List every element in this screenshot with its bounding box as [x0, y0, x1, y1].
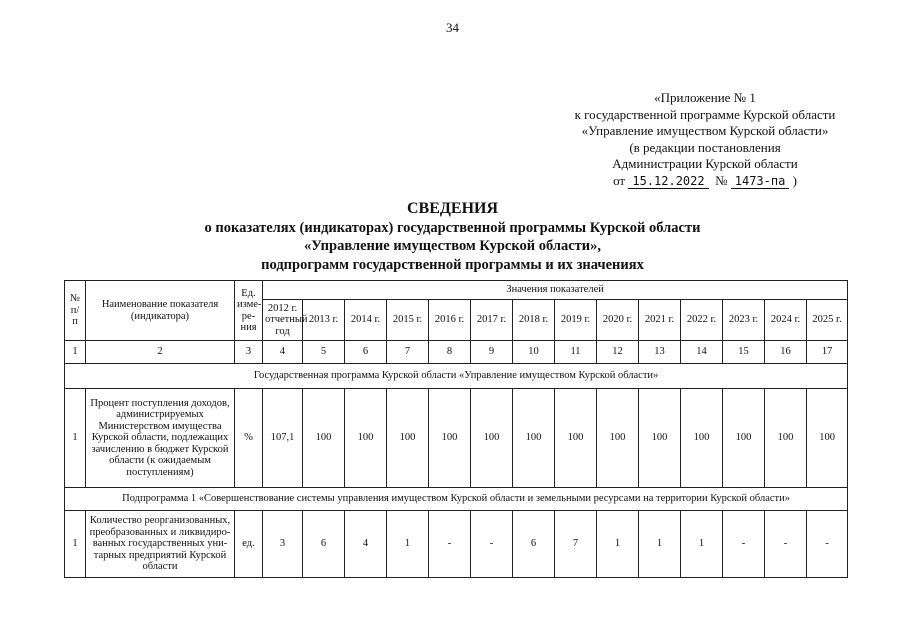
appendix-line-2: к государственной программе Курской области [574, 106, 836, 122]
column-number: 8 [429, 341, 471, 364]
value-cell: 100 [429, 389, 471, 488]
appendix-line-5: Администрации Курской области [612, 156, 798, 171]
column-number: 12 [597, 341, 639, 364]
column-number: 11 [555, 341, 597, 364]
year-header: 2022 г. [681, 300, 723, 341]
table-row [65, 511, 848, 578]
year-header: 2018 г. [513, 300, 555, 341]
indicator-unit: ед. [235, 511, 263, 578]
header-name: Наименование показателя (индикатора) [86, 281, 235, 341]
column-number: 3 [235, 341, 263, 364]
year-header: 2014 г. [345, 300, 387, 341]
title-main: СВЕДЕНИЯ [406, 200, 499, 217]
column-number: 13 [639, 341, 681, 364]
indicator-name: Процент поступления доходов, администрируемых Министерством имущества Курской области, подлежащих зачислению в бюджет Курской области (к ожидаемым поступлениям) [86, 389, 235, 488]
value-cell: 1 [681, 511, 723, 578]
appendix-line-1: «Приложение № 1 [654, 90, 756, 105]
number-prefix: № [715, 172, 728, 188]
value-cell: 100 [765, 389, 807, 488]
column-number: 1 [65, 341, 86, 364]
document-title [0, 200, 905, 274]
section-state-program: Государственная программа Курской области «Управление имуществом Курской области» [65, 364, 848, 389]
value-cell: - [429, 511, 471, 578]
value-cell: 100 [345, 389, 387, 488]
value-cell: 1 [639, 511, 681, 578]
header-unit: Ед. изме- ре- ния [235, 281, 263, 341]
value-cell: - [765, 511, 807, 578]
column-number: 4 [263, 341, 303, 364]
column-number: 5 [303, 341, 345, 364]
appendix-date-row [540, 173, 870, 190]
indicator-name: Количество реорганизованных, преобразованных и ликвидиро- ванных государственных уни- тарных предприятий Курской области [86, 511, 235, 578]
value-cell: 3 [263, 511, 303, 578]
column-number: 15 [723, 341, 765, 364]
value-cell: 100 [387, 389, 429, 488]
value-cell: - [723, 511, 765, 578]
value-cell: 6 [513, 511, 555, 578]
appendix-line-3: «Управление имуществом Курской области» [581, 123, 829, 138]
column-number: 7 [387, 341, 429, 364]
value-cell: 6 [303, 511, 345, 578]
value-cell: 100 [639, 389, 681, 488]
close-paren: ) [792, 172, 797, 188]
column-number: 2 [86, 341, 235, 364]
year-header: 2017 г. [471, 300, 513, 341]
value-cell: - [807, 511, 848, 578]
year-header: 2023 г. [723, 300, 765, 341]
column-number: 6 [345, 341, 387, 364]
value-cell: 100 [681, 389, 723, 488]
row-no: 1 [65, 389, 86, 488]
section-subprogram-1: Подпрограмма 1 «Совершенствование системы управления имуществом Курской области и земельными ресурсами на территории Курской области» [65, 488, 848, 511]
value-cell: 107,1 [263, 389, 303, 488]
value-cell: 1 [387, 511, 429, 578]
year-header: 2021 г. [639, 300, 681, 341]
title-line-3: подпрограмм государственной программы и их значениях [261, 256, 644, 273]
value-cell: 7 [555, 511, 597, 578]
value-cell: 100 [471, 389, 513, 488]
column-number: 16 [765, 341, 807, 364]
decree-number: 1473-па [731, 174, 790, 189]
date-prefix: от [613, 172, 626, 188]
year-header: 2013 г. [303, 300, 345, 341]
header-no: № п/ п [65, 281, 86, 341]
column-number: 9 [471, 341, 513, 364]
decree-date: 15.12.2022 [628, 174, 708, 189]
appendix-block [540, 90, 870, 189]
title-line-2: «Управление имуществом Курской области», [303, 238, 602, 254]
appendix-line-4: (в редакции постановления [629, 139, 781, 155]
value-cell: 100 [513, 389, 555, 488]
value-cell: 1 [597, 511, 639, 578]
column-number: 17 [807, 341, 848, 364]
table-row [65, 389, 848, 488]
indicators-table [64, 280, 848, 578]
header-values: Значения показателей [263, 281, 848, 300]
title-line-1: о показателях (индикаторах) государственной программы Курской области [204, 219, 701, 236]
value-cell: 100 [723, 389, 765, 488]
value-cell: 100 [597, 389, 639, 488]
page-number: 34 [446, 20, 459, 35]
value-cell: 4 [345, 511, 387, 578]
column-number: 14 [681, 341, 723, 364]
column-number: 10 [513, 341, 555, 364]
year-header: 2024 г. [765, 300, 807, 341]
value-cell: 100 [303, 389, 345, 488]
year-header: 2016 г. [429, 300, 471, 341]
year-header: 2012 г. отчетный год [263, 300, 303, 341]
year-header: 2025 г. [807, 300, 848, 341]
year-header: 2020 г. [597, 300, 639, 341]
year-header: 2019 г. [555, 300, 597, 341]
value-cell: 100 [807, 389, 848, 488]
year-header: 2015 г. [387, 300, 429, 341]
value-cell: - [471, 511, 513, 578]
indicator-unit: % [235, 389, 263, 488]
value-cell: 100 [555, 389, 597, 488]
row-no: 1 [65, 511, 86, 578]
